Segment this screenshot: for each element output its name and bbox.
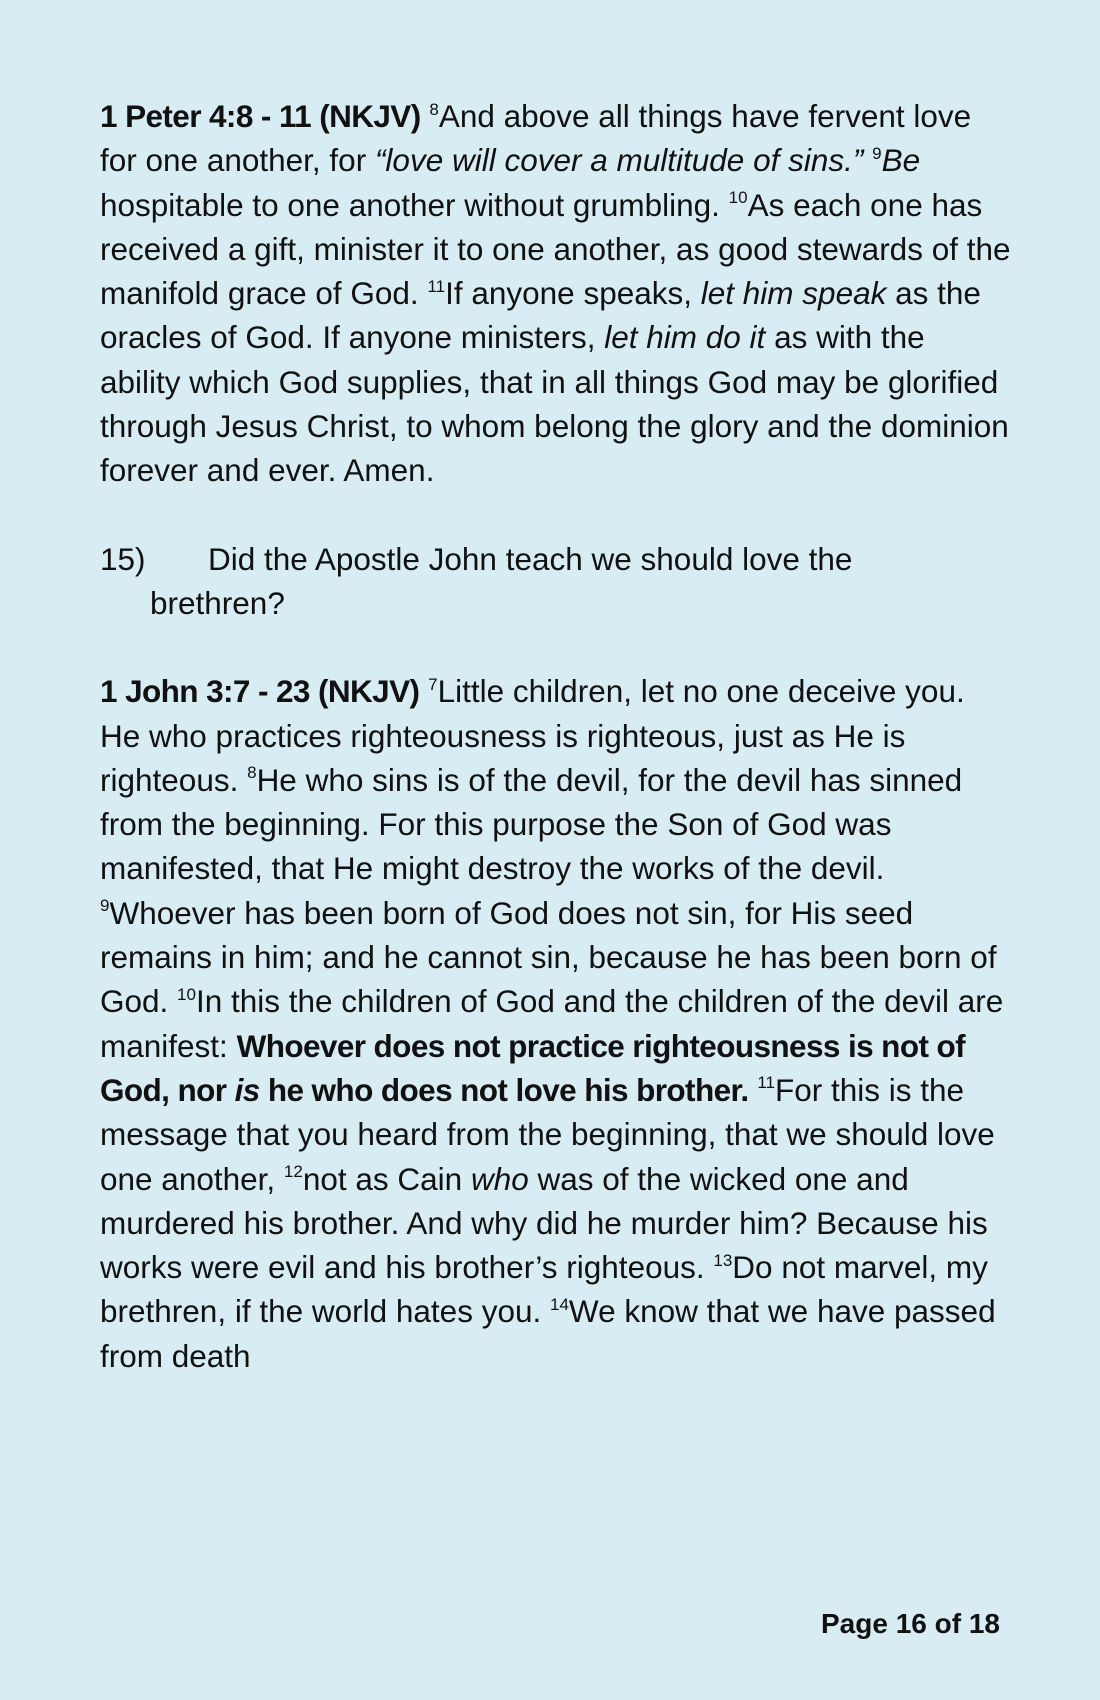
verse-italic: Be xyxy=(881,142,921,179)
scripture-reference: 1 Peter 4:8 - 11 (NKJV) xyxy=(100,98,421,134)
verse-number: 8 xyxy=(429,99,439,119)
verse-bold: Whoever does not practice righteousness is not of God, nor xyxy=(100,1027,966,1108)
verse-number: 12 xyxy=(283,1162,303,1182)
scripture-reference: 1 John 3:7 - 23 (NKJV) xyxy=(100,673,420,710)
page-current: 16 xyxy=(895,1608,927,1639)
verse-italic: let him do it xyxy=(604,319,766,356)
verse-number: 8 xyxy=(247,763,257,783)
verse-bold-italic: is xyxy=(234,1071,260,1108)
verse-text: And above all things have fervent love for one another, for xyxy=(100,98,972,179)
verse-text: We know that we have passed from death xyxy=(100,1293,996,1374)
verse-number: 9 xyxy=(100,896,110,916)
verse-text: as with the ability which God supplies, that in all things God may be glorified through Jesus Christ, to whom belong the glory and the dominion forever and ever. Amen. xyxy=(100,319,1009,489)
page-content xyxy=(100,94,1012,1378)
verse-number: 9 xyxy=(872,143,882,163)
verse-text: as the oracles of God. If anyone ministers, xyxy=(100,275,981,356)
question-15 xyxy=(100,537,1012,626)
question-number: 15) xyxy=(100,540,146,577)
verse-italic: who xyxy=(470,1160,529,1197)
question-text-line2: brethren? xyxy=(150,584,285,621)
verse-text: Little children, let no one deceive you. He who practices righteousness is righteous, just as He is righteous. xyxy=(100,673,965,798)
question-text-line1: Did the Apostle John teach we should love the xyxy=(208,540,853,577)
verse-text: As each one has received a gift, minister it to one another, as good stewards of the manifold grace of God. xyxy=(100,186,1011,312)
verse-text: In this the children of God and the children of the devil are manifest: xyxy=(100,983,1004,1064)
verse-quote: “love will cover a multitude of sins.” xyxy=(374,142,864,179)
verse-number: 13 xyxy=(713,1250,733,1270)
verse-bold: he who does not love his brother. xyxy=(259,1071,749,1108)
verse-number: 10 xyxy=(728,188,748,208)
verse-number: 14 xyxy=(550,1294,569,1314)
verse-number: 10 xyxy=(177,984,196,1004)
verse-text: For this is the message that you heard from the beginning, that we should love one another, xyxy=(100,1071,995,1197)
verse-italic: let him speak xyxy=(700,275,887,312)
verse-number: 11 xyxy=(427,276,446,296)
spacer xyxy=(100,625,1012,669)
spacer xyxy=(100,493,1012,537)
verse-text: was of the wicked one and murdered his brother. And why did he murder him? Because his works were evil and his brother’s righteous. xyxy=(100,1160,988,1286)
page-footer xyxy=(821,1608,1000,1640)
page-label: Page xyxy=(820,1608,896,1639)
verse-text: Do not marvel, my brethren, if the world hates you. xyxy=(100,1249,988,1330)
page-total: 18 xyxy=(968,1608,1000,1639)
passage-1-john xyxy=(100,669,1012,1378)
verse-text: not as Cain xyxy=(302,1160,471,1197)
verse-text: If anyone speaks, xyxy=(445,275,701,312)
verse-text: Whoever has been born of God does not sin, for His seed remains in him; and he cannot sin, because he has been born of God. xyxy=(100,894,997,1020)
passage-1-peter xyxy=(100,94,1012,493)
verse-number: 7 xyxy=(428,674,438,694)
of-label: of xyxy=(926,1608,969,1639)
verse-text: He who sins is of the devil, for the devil has sinned from the beginning. For this purpose the Son of God was manifested, that He might destroy the works of the devil. xyxy=(100,761,963,887)
verse-number: 11 xyxy=(757,1073,776,1093)
verse-text: hospitable to one another without grumbling. xyxy=(100,186,729,223)
